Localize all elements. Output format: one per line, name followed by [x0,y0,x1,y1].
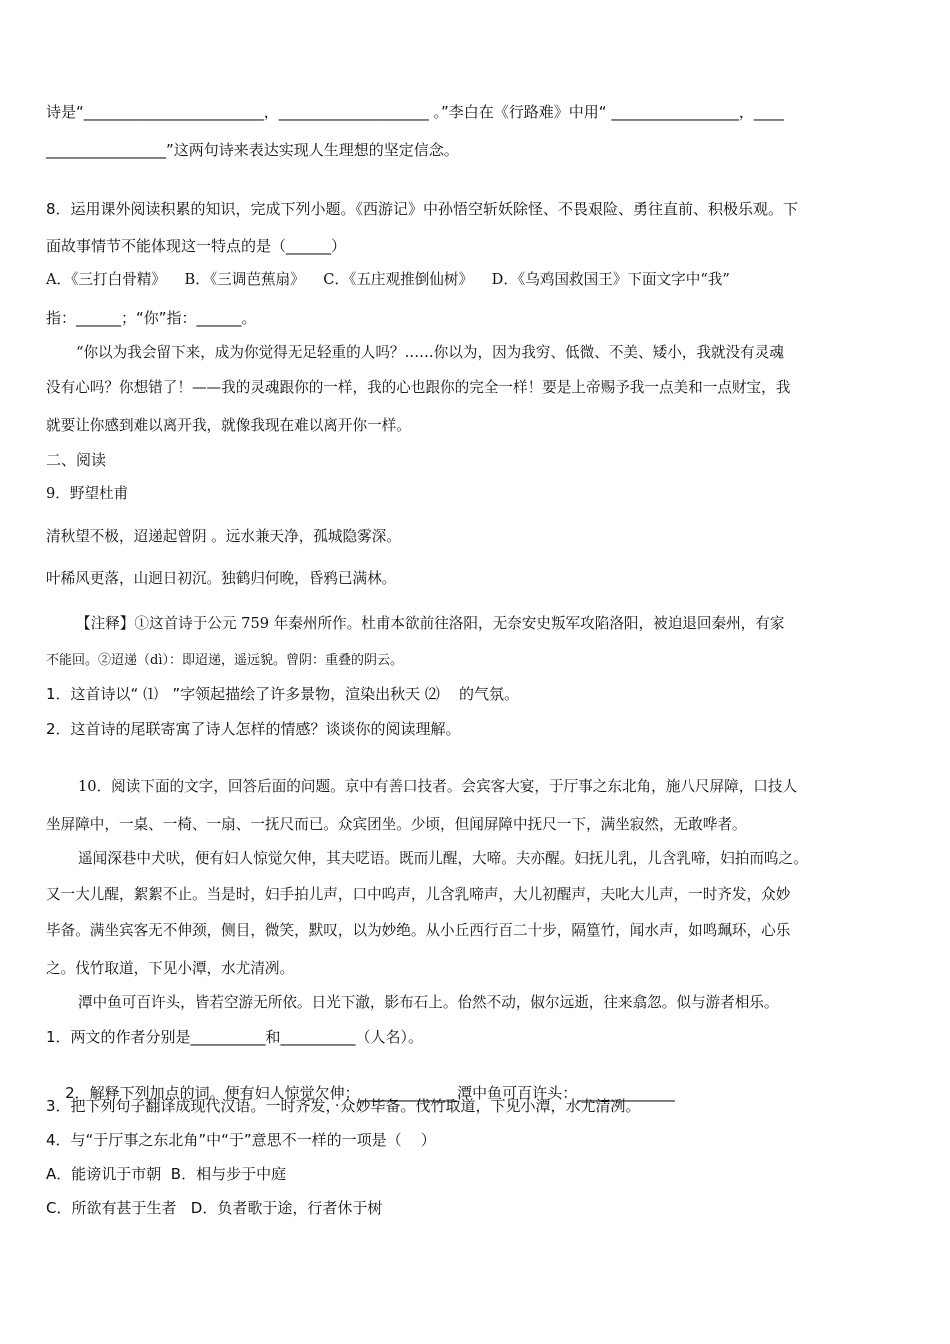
question-10-sub-2 [46,1060,675,1102]
poem-annotation-line-2: 不能回。②迢递（dì）：即迢递，遥远貌。曾阴：重叠的阴云。 [46,653,403,668]
question-10-stem: 10．阅读下面的文字，回答后面的问题。京中有善口技者。会宾客大宴，于厅事之东北角，施八尺屏障，口技人 [78,778,798,795]
question-8-options: A．《三打白骨精》 B．《三调芭蕉扇》 C．《五庄观推倒仙树》 D．《乌鸡国救国王》下面文字中“我” [46,271,730,288]
passage-line-4: 毕备。满坐宾客无不伸颈，侧目，微笑，默叹，以为妙绝。从小丘西行百二十步，隔篁竹，闻水声，如鸣珮环，心乐 [46,922,791,939]
question-9-title: 9．野望杜甫 [46,485,129,502]
sub-2-text-mid: ：_____________潭中鱼 [344,1084,503,1102]
question-10-sub-1: 1．两文的作者分别是__________和__________（人名）。 [46,1028,424,1046]
question-10-sub-4-options-ab: A．能谤讥于市朝 B．相与步于中庭 [46,1165,287,1183]
question-10-sub-4: 4．与“于厅事之东北角”中“于”意思不一样的一项是（ ） [46,1131,436,1149]
passage-line-5: 之。伐竹取道，下见小潭，水尤清冽。 [46,960,295,977]
question-8-pronoun-blanks: 指：______；“你”指：______。 [46,309,257,327]
passage-line-6: 潭中鱼可百许头，皆若空游无所依。日光下澈，影布石上。佁然不动，俶尔远逝，往来翕忽。似与游者相乐。 [78,994,779,1011]
quote-passage-line-1: “你以为我会留下来，成为你觉得无足轻重的人吗？……你以为，因为我穷、低微、不美、矮小，我就没有灵魂 [76,344,784,361]
quote-passage-line-2: 没有心吗？你想错了！——我的灵魂跟你的一样，我的心也跟你的完全一样！要是上帝赐予我一点美和一点财宝，我 [46,379,791,396]
dotted-word-shen: 伸 [329,1084,345,1102]
sub-2-text-post: 百许头：_____________ [517,1084,675,1102]
question-9-sub-2: 2．这首诗的尾联寄寓了诗人怎样的情感？谈谈你的阅读理解。 [46,720,461,738]
quote-passage-line-3: 就要让你感到难以离开我，就像我现在难以离开你一样。 [46,417,411,434]
sub-2-text-pre: 2．解释下列加点的词。便有妇人惊觉 [65,1084,315,1102]
question-10-sub-3: 3．把下列句子翻译成现代汉语。一时齐发，众妙毕备。伐竹取道，下见小潭，水尤清冽。 [46,1097,641,1115]
poem-annotation-line-1: 【注释】①这首诗于公元 759 年秦州所作。杜甫本欲前往洛阳，无奈安史叛军攻陷洛阳，被迫退回秦州，有家 [76,615,785,632]
passage-line-2: 遥闻深巷中犬吠，便有妇人惊觉欠伸，其夫呓语。既而儿醒，大啼。夫亦醒。妇抚儿乳，儿含乳啼，妇拍而呜之。 [78,850,808,867]
question-8-stem-cont: 面故事情节不能体现这一特点的是（______） [46,237,347,255]
poem-line-2: 叶稀风更落，山迥日初沉。独鹤归何晚，昏鸦已满林。 [46,570,397,587]
passage-line-1: 坐屏障中，一桌、一椅、一扇、一抚尺而已。众宾团坐。少顷，但闻屏障中抚尺一下，满坐寂然，无敢哗者。 [46,816,747,833]
question-9-sub-1: 1．这首诗以“ ⑴ ”字领起描绘了许多景物，渲染出秋天 ⑵ 的气氛。 [46,685,520,703]
poem-line-1: 清秋望不极，迢递起曾阴 。远水兼天净，孤城隐雾深。 [46,528,401,545]
poem-fill-blank-line-2: ________________”这两句诗来表达实现人生理想的坚定信念。 [46,141,459,159]
section-heading-reading: 二、阅读 [46,451,107,469]
dotted-word-ke: 可 [502,1084,518,1102]
poem-fill-blank-line-1: 诗是“________________________，____________________ 。”李白在《行路难》中用“ _________________，____ [46,103,784,121]
question-8-stem: 8．运用课外阅读积累的知识，完成下列小题。《西游记》中孙悟空斩妖除怪、不畏艰险、勇往直前、积极乐观。下 [46,200,799,218]
passage-line-3: 又一大儿醒，絮絮不止。当是时，妇手拍儿声，口中呜声，儿含乳啼声，大儿初醒声，夫叱大儿声，一时齐发，众妙 [46,886,791,903]
dotted-word-qian: 欠 [314,1084,330,1102]
question-10-sub-4-options-cd: C．所欲有甚于生者 D．负者歌于途，行者休于树 [46,1199,383,1217]
